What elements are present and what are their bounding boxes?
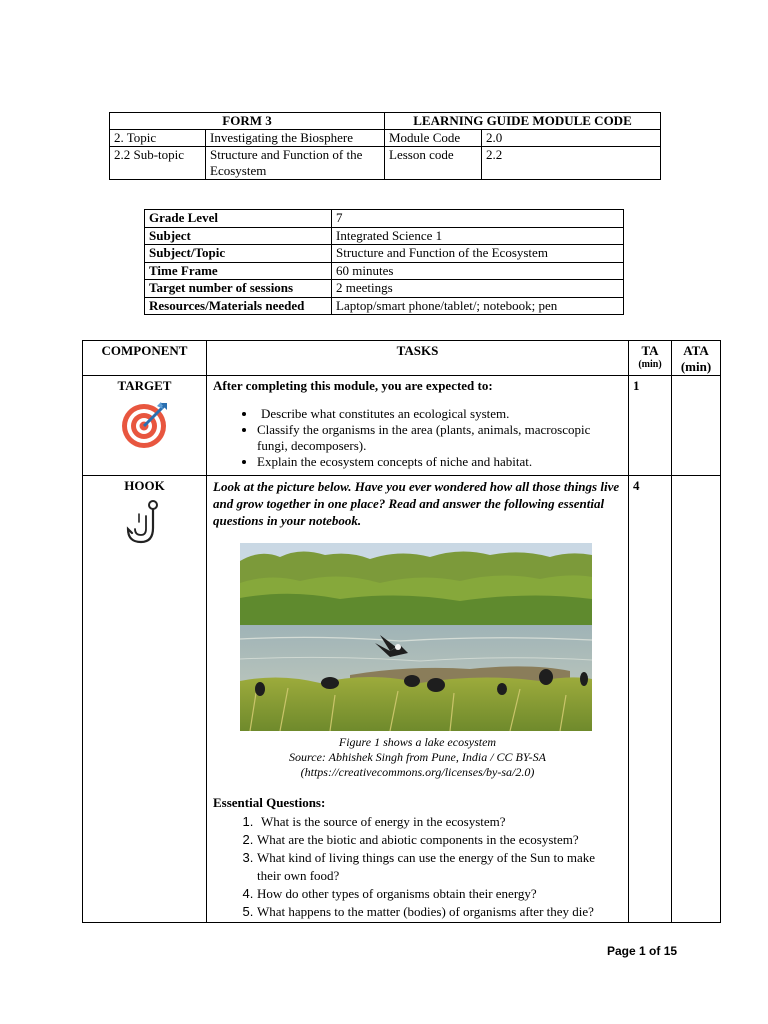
lesson-code-label: Lesson code xyxy=(385,147,482,180)
ata-header: ATA (min) xyxy=(672,341,721,376)
target-label: TARGET xyxy=(117,378,172,393)
subtopic-label: 2.2 Sub-topic xyxy=(110,147,206,180)
module-code-label: Module Code xyxy=(385,130,482,147)
question-item: 3. What kind of living things can use the energy of the Sun to make their own food? xyxy=(257,849,622,885)
lesson-components-table xyxy=(82,340,721,923)
lake-ecosystem-photo xyxy=(240,543,592,731)
question-item: 1. What is the source of energy in the ecosystem? xyxy=(257,813,622,831)
fishing-hook-icon xyxy=(123,498,167,546)
objective-item: • Classify the organisms in the area (plants, animals, macroscopic fungi, decomposers). xyxy=(257,422,622,454)
essential-questions-title: Essential Questions: xyxy=(213,795,326,810)
info-row xyxy=(145,297,624,315)
target-tasks xyxy=(207,376,629,476)
info-key: Subject xyxy=(145,227,332,245)
module-code-value: 2.0 xyxy=(482,130,661,147)
topic-label: 2. Topic xyxy=(110,130,206,147)
info-key: Time Frame xyxy=(145,262,332,280)
info-value: Laptop/smart phone/tablet/; notebook; pen xyxy=(332,297,624,315)
info-value: 7 xyxy=(332,210,624,228)
info-key: Resources/Materials needed xyxy=(145,297,332,315)
hook-tasks xyxy=(207,476,629,923)
objective-item: • Describe what constitutes an ecological system. xyxy=(257,406,622,422)
target-ta: 1 xyxy=(629,376,672,476)
topic-value: Investigating the Biosphere xyxy=(206,130,385,147)
ta-header: TA (min) xyxy=(629,341,672,376)
info-row xyxy=(145,280,624,298)
info-value: Integrated Science 1 xyxy=(332,227,624,245)
info-value: Structure and Function of the Ecosystem xyxy=(332,245,624,263)
figure-license: (https://creativecommons.org/licenses/by-sa/2.0) xyxy=(300,765,535,779)
info-row xyxy=(145,210,624,228)
figure-source: Source: Abhishek Singh from Pune, India / CC BY-SA xyxy=(289,750,546,764)
target-intro: After completing this module, you are expected to: xyxy=(213,378,493,393)
hook-label: HOOK xyxy=(124,478,165,493)
tasks-header: TASKS xyxy=(207,341,629,376)
hook-prompt: Look at the picture below. Have you ever wondered how all those things live and grow together in one place? Read and answer the following essential questions in your notebook. xyxy=(213,479,620,528)
component-header: COMPONENT xyxy=(83,341,207,376)
info-row xyxy=(145,227,624,245)
module-code-title: LEARNING GUIDE MODULE CODE xyxy=(385,113,661,130)
info-row xyxy=(145,262,624,280)
info-value: 60 minutes xyxy=(332,262,624,280)
info-row xyxy=(145,245,624,263)
target-row xyxy=(83,376,721,476)
info-value: 2 meetings xyxy=(332,280,624,298)
question-item: 5. What happens to the matter (bodies) of organisms after they die? xyxy=(257,903,622,921)
form-title: FORM 3 xyxy=(110,113,385,130)
lesson-info-table xyxy=(144,209,624,315)
question-item: 4. How do other types of organisms obtain their energy? xyxy=(257,885,622,903)
essential-questions-list xyxy=(213,813,622,921)
hook-cell xyxy=(83,476,207,923)
hook-row xyxy=(83,476,721,923)
target-ata xyxy=(672,376,721,476)
hook-ata xyxy=(672,476,721,923)
target-cell xyxy=(83,376,207,476)
subtopic-value: Structure and Function of the Ecosystem xyxy=(206,147,385,180)
info-key: Subject/Topic xyxy=(145,245,332,263)
hook-ta: 4 xyxy=(629,476,672,923)
page-number: Page 1 of 15 xyxy=(607,944,678,958)
objectives-list xyxy=(213,406,622,470)
target-icon xyxy=(120,400,170,450)
question-item: 2. What are the biotic and abiotic components in the ecosystem? xyxy=(257,831,622,849)
module-header-table xyxy=(109,112,661,180)
lesson-code-value: 2.2 xyxy=(482,147,661,180)
info-key: Grade Level xyxy=(145,210,332,228)
figure-caption: Figure 1 shows a lake ecosystem xyxy=(338,735,497,749)
objective-item: • Explain the ecosystem concepts of niche and habitat. xyxy=(257,454,622,470)
info-key: Target number of sessions xyxy=(145,280,332,298)
